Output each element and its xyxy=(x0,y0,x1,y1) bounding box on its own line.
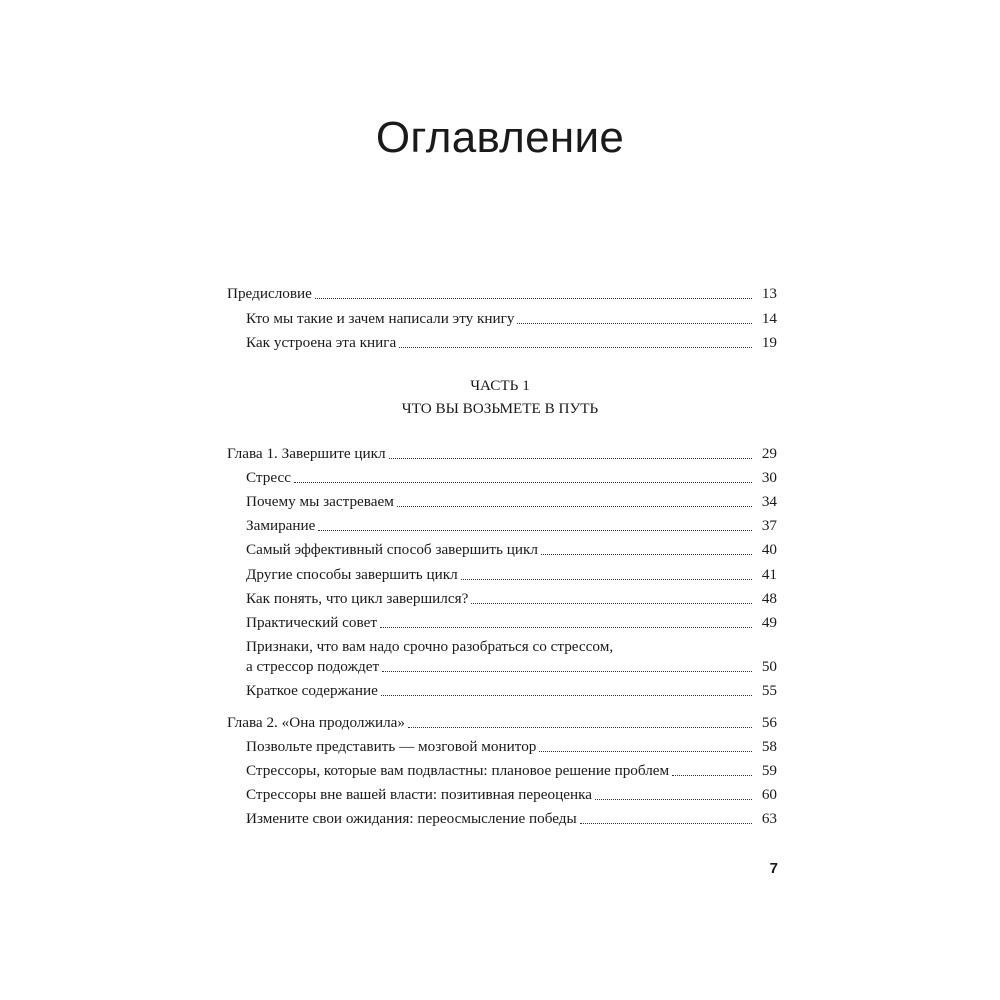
toc-page-number: 14 xyxy=(761,310,777,327)
toc-page-number: 29 xyxy=(761,445,777,462)
toc-entry-label-line-1: Признаки, что вам надо срочно разобраться со стрессом, xyxy=(246,638,614,655)
dot-leader xyxy=(539,750,752,752)
dot-leader xyxy=(381,694,752,696)
toc-subentry-multiline[interactable] xyxy=(246,637,777,677)
toc-subentry[interactable] xyxy=(246,785,777,805)
toc-page-number: 48 xyxy=(761,590,777,607)
toc-page-number: 63 xyxy=(761,810,777,827)
toc-subentry[interactable] xyxy=(246,761,777,781)
toc-subentry[interactable] xyxy=(246,492,777,512)
toc-page-number: 59 xyxy=(761,762,777,779)
toc-page-number: 58 xyxy=(761,738,777,755)
toc-subentry[interactable] xyxy=(246,737,777,757)
toc-page-number: 49 xyxy=(761,614,777,631)
toc-subentry[interactable] xyxy=(246,540,777,560)
toc-entry-label: Стресс xyxy=(246,469,291,486)
toc-subentry[interactable] xyxy=(246,468,777,488)
toc-entry-label: Практический совет xyxy=(246,614,377,631)
dot-leader xyxy=(318,529,752,531)
toc-subentry[interactable] xyxy=(246,681,777,701)
dot-leader xyxy=(397,505,752,507)
dot-leader xyxy=(461,578,752,580)
toc-page-number: 40 xyxy=(761,541,777,558)
toc-page-number: 60 xyxy=(761,786,777,803)
toc-page-number: 19 xyxy=(761,334,777,351)
toc-subentry[interactable] xyxy=(246,565,777,585)
toc-entry-label: Замирание xyxy=(246,517,316,534)
part-subtitle: ЧТО ВЫ ВОЗЬМЕТЕ В ПУТЬ xyxy=(401,400,599,417)
toc-entry-label: Предисловие xyxy=(227,285,312,302)
toc-entry-label: Измените свои ожидания: переосмысление победы xyxy=(246,810,577,827)
dot-leader xyxy=(399,346,752,348)
dot-leader xyxy=(580,822,752,824)
part-heading: ЧАСТЬ 1 xyxy=(470,377,530,394)
toc-entry-label: Стрессоры вне вашей власти: позитивная переоценка xyxy=(246,786,592,803)
toc-subentry[interactable] xyxy=(246,809,777,829)
toc-page-number: 37 xyxy=(761,517,777,534)
dot-leader xyxy=(294,481,752,483)
toc-page-number: 56 xyxy=(761,714,777,731)
toc-page-number: 30 xyxy=(761,469,777,486)
dot-leader xyxy=(672,774,752,776)
dot-leader xyxy=(595,798,752,800)
dot-leader xyxy=(541,553,752,555)
toc-entry-label: Позвольте представить — мозговой монитор xyxy=(246,738,537,755)
dot-leader xyxy=(380,626,752,628)
toc-entry-line-2 xyxy=(246,657,777,677)
dot-leader xyxy=(517,322,752,324)
toc-entry-label: Как понять, что цикл завершился? xyxy=(246,590,469,607)
toc-entry-label: Краткое содержание xyxy=(246,682,378,699)
toc-entry-label: Другие способы завершить цикл xyxy=(246,566,458,583)
toc-page-number: 55 xyxy=(761,682,777,699)
toc-entry-label: Глава 2. «Она продолжила» xyxy=(227,714,405,731)
toc-subentry[interactable] xyxy=(246,613,777,633)
dot-leader xyxy=(408,726,752,728)
toc-entry-preface[interactable] xyxy=(227,284,777,304)
toc-page-number: 50 xyxy=(761,658,777,675)
page-title: Оглавление xyxy=(375,113,625,162)
toc-entry-label: Как устроена эта книга xyxy=(246,334,397,351)
toc-entry-chapter-1[interactable] xyxy=(227,444,777,464)
toc-subentry[interactable] xyxy=(246,309,777,329)
toc-entry-label-line-2: а стрессор подождет xyxy=(246,658,380,675)
toc-entry-label: Кто мы такие и зачем написали эту книгу xyxy=(246,310,515,327)
dot-leader xyxy=(471,602,752,604)
toc-entry-label: Глава 1. Завершите цикл xyxy=(227,445,386,462)
dot-leader xyxy=(382,670,752,672)
toc-subentry[interactable] xyxy=(246,589,777,609)
toc-entry-chapter-2[interactable] xyxy=(227,713,777,733)
toc-entry-label: Самый эффективный способ завершить цикл xyxy=(246,541,538,558)
toc-page-number: 41 xyxy=(761,566,777,583)
page-number-folio: 7 xyxy=(769,860,778,877)
dot-leader xyxy=(389,457,752,459)
toc-subentry[interactable] xyxy=(246,516,777,536)
toc-entry-label: Стрессоры, которые вам подвластны: плановое решение проблем xyxy=(246,762,670,779)
toc-entry-label: Почему мы застреваем xyxy=(246,493,394,510)
toc-page-number: 13 xyxy=(761,285,777,302)
dot-leader xyxy=(315,297,752,299)
toc-subentry[interactable] xyxy=(246,333,777,353)
toc-page-number: 34 xyxy=(761,493,777,510)
